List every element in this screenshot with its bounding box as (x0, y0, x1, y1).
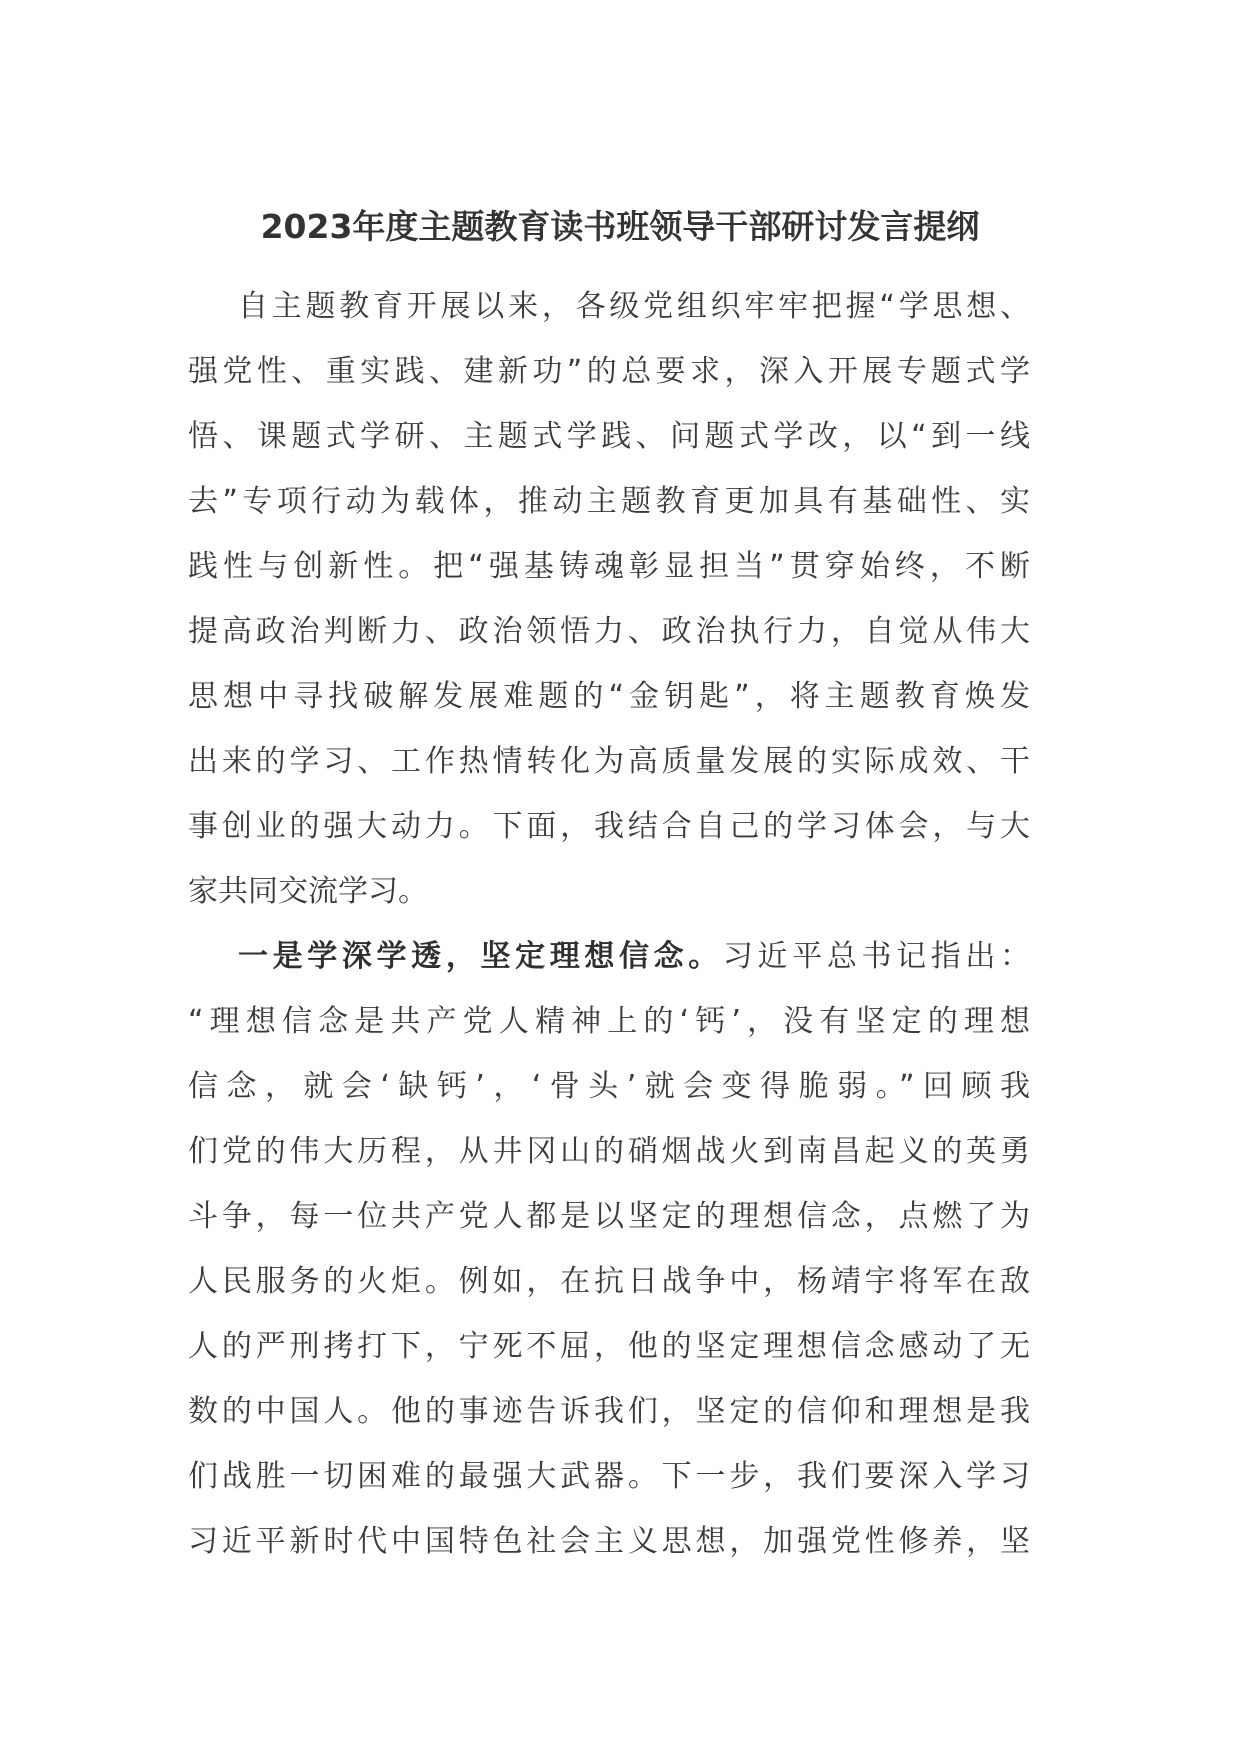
text-line: 数的中国人。他的事迹告诉我们，坚定的信仰和理想是我 (188, 1394, 1030, 1429)
text-line (188, 924, 1030, 989)
text-line: 出来的学习、工作热情转化为高质量发展的实际成效、干 (188, 744, 1030, 779)
text-line: 习近平新时代中国特色社会主义思想，加强党性修养，坚 (188, 1524, 1030, 1559)
paragraph-intro (188, 274, 1030, 924)
text-line: 们党的伟大历程，从井冈山的硝烟战火到南昌起义的英勇 (188, 1134, 1030, 1169)
text-line: 悟、课题式学研、主题式学践、问题式学改，以“到一线 (188, 419, 1030, 454)
text-line: 人民服务的火炬。例如，在抗日战争中，杨靖宇将军在敌 (188, 1264, 1030, 1299)
text-line: 信念，就会‘缺钙’，‘骨头’就会变得脆弱。”回顾我 (188, 1069, 1030, 1104)
text-line: 自主题教育开展以来，各级党组织牢牢把握“学思想、 (238, 289, 1030, 324)
text-line: 人的严刑拷打下，宁死不屈，他的坚定理想信念感动了无 (188, 1329, 1030, 1364)
text-line: 们战胜一切困难的最强大武器。下一步，我们要深入学习 (188, 1459, 1030, 1494)
document-title: 2023年度主题教育读书班领导干部研讨发言提纲 (260, 207, 980, 246)
point-heading: 一是学深学透，坚定理想信念。 (238, 939, 723, 974)
text-line: 事创业的强大动力。下面，我结合自己的学习体会，与大 (188, 809, 1030, 844)
text-line: 去”专项行动为载体，推动主题教育更加具有基础性、实 (188, 484, 1030, 519)
text-line: 强党性、重实践、建新功”的总要求，深入开展专题式学 (188, 354, 1030, 389)
paragraph-point-one (188, 924, 1030, 1574)
text-line: 践性与创新性。把“强基铸魂彰显担当”贯穿始终，不断 (188, 549, 1030, 584)
text-line: “理想信念是共产党人精神上的‘钙’，没有坚定的理想 (188, 1004, 1030, 1039)
text-line: 思想中寻找破解发展难题的“金钥匙”，将主题教育焕发 (188, 679, 1030, 714)
text-line: 提高政治判断力、政治领悟力、政治执行力，自觉从伟大 (188, 614, 1030, 649)
document-body (188, 274, 1030, 1574)
text-line: 斗争，每一位共产党人都是以坚定的理想信念，点燃了为 (188, 1199, 1030, 1234)
text-line: 家共同交流学习。 (188, 874, 428, 909)
point-text: 习近平总书记指出： (722, 939, 1031, 974)
